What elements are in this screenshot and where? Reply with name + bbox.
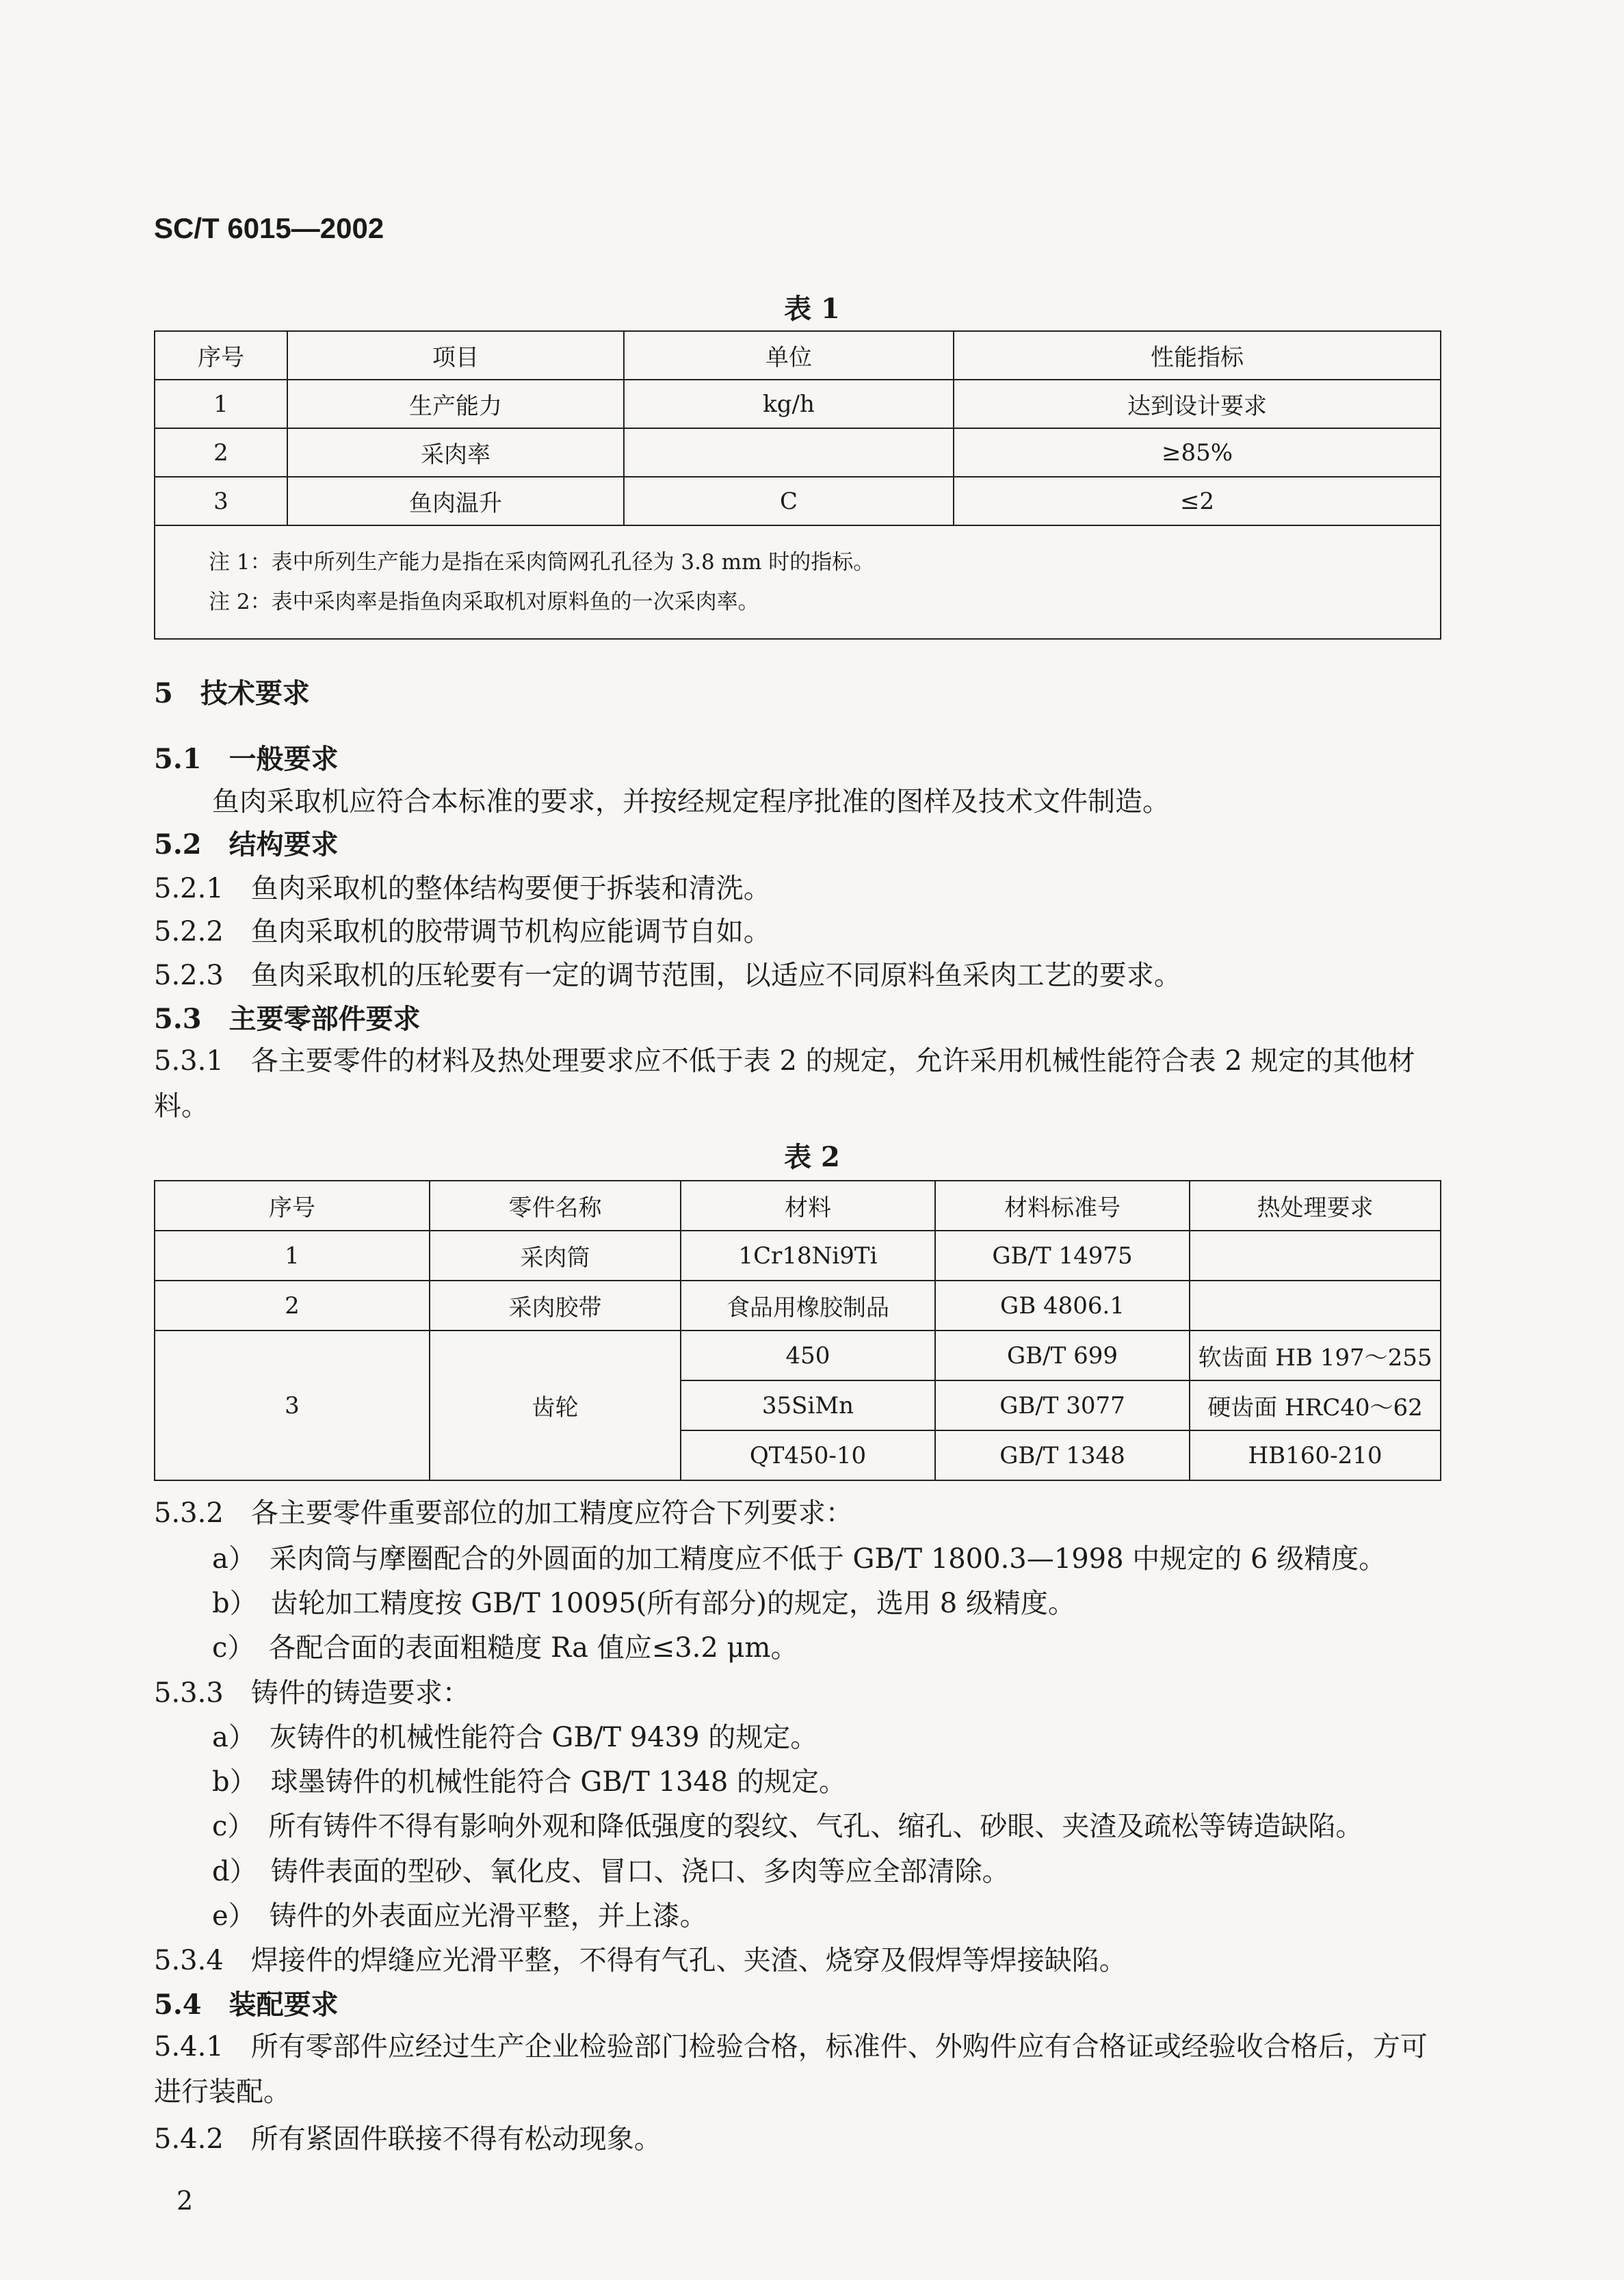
section-5-4-1: 5.4.1 所有零部件应经过生产企业检验部门检验合格，标准件、外购件应有合格证或经验收合格后，方可进行装配。 bbox=[154, 2031, 1428, 2108]
section-5-2-1: 5.2.1 鱼肉采取机的整体结构要便于拆装和清洗。 bbox=[154, 873, 771, 904]
section-5-3-1: 5.3.1 各主要零件的材料及热处理要求应不低于表 2 的规定，允许采用机械性能符合表 2 规定的其他材料。 bbox=[154, 1045, 1415, 1122]
table-2 bbox=[154, 1180, 1441, 1481]
section-5-4-2: 5.4.2 所有紧固件联接不得有松动现象。 bbox=[154, 2123, 662, 2155]
section-5-3-heading: 5.3 主要零部件要求 bbox=[154, 1003, 421, 1035]
item-5-3-2-a: a） 采肉筒与摩圈配合的外圆面的加工精度应不低于 GB/T 1800.3—1998 中规定的 6 级精度。 bbox=[212, 1543, 1387, 1575]
table-cell: 2 bbox=[155, 1281, 430, 1331]
table-cell: GB/T 3077 bbox=[935, 1380, 1190, 1430]
table-row bbox=[155, 1331, 1441, 1380]
table-cell bbox=[1190, 1281, 1441, 1331]
table-cell: 鱼肉温升 bbox=[287, 477, 624, 525]
section-5-4-heading: 5.4 装配要求 bbox=[154, 1989, 339, 2021]
table-cell: 软齿面 HB 197～255 bbox=[1190, 1331, 1441, 1380]
header-cell: 项目 bbox=[287, 331, 624, 380]
table-notes bbox=[155, 525, 1441, 639]
table-cell: 1Cr18Ni9Ti bbox=[681, 1231, 935, 1281]
section-5-3-2: 5.3.2 各主要零件重要部位的加工精度应符合下列要求： bbox=[154, 1497, 853, 1529]
section-5-2-2: 5.2.2 鱼肉采取机的胶带调节机构应能调节自如。 bbox=[154, 916, 771, 947]
table-cell: QT450-10 bbox=[681, 1430, 935, 1480]
table-cell: ≥85% bbox=[954, 428, 1441, 477]
section-5-2-heading: 5.2 结构要求 bbox=[154, 828, 339, 861]
item-5-3-2-b: b） 齿轮加工精度按 GB/T 10095(所有部分)的规定，选用 8 级精度。 bbox=[212, 1588, 1075, 1619]
table-row bbox=[155, 428, 1441, 477]
table-row bbox=[155, 380, 1441, 428]
table-cell: 3 bbox=[155, 1331, 430, 1480]
table-cell: HB160-210 bbox=[1190, 1430, 1441, 1480]
section-5-1-heading: 5.1 一般要求 bbox=[154, 743, 339, 775]
table-cell: 2 bbox=[155, 428, 287, 477]
table-cell: GB 4806.1 bbox=[935, 1281, 1190, 1331]
table-cell: ≤2 bbox=[954, 477, 1441, 525]
table-cell: 3 bbox=[155, 477, 287, 525]
standard-code: SC/T 6015—2002 bbox=[154, 212, 384, 244]
table-row bbox=[155, 1231, 1441, 1281]
item-5-3-3-e: e） 铸件的外表面应光滑平整，并上漆。 bbox=[212, 1900, 707, 1932]
table-cell: 1 bbox=[155, 1231, 430, 1281]
table-cell: GB/T 14975 bbox=[935, 1231, 1190, 1281]
table-cell bbox=[1190, 1231, 1441, 1281]
item-5-3-3-c: c） 所有铸件不得有影响外观和降低强度的裂纹、气孔、缩孔、砂眼、夹渣及疏松等铸造缺陷。 bbox=[212, 1811, 1363, 1842]
table-cell: GB/T 699 bbox=[935, 1331, 1190, 1380]
section-5-3-4: 5.3.4 焊接件的焊缝应光滑平整，不得有气孔、夹渣、烧穿及假焊等焊接缺陷。 bbox=[154, 1945, 1127, 1976]
table-cell: 达到设计要求 bbox=[954, 380, 1441, 428]
table-cell: C bbox=[624, 477, 954, 525]
table-cell: 采肉率 bbox=[287, 428, 624, 477]
table-cell: 生产能力 bbox=[287, 380, 624, 428]
table1-caption: 表 1 bbox=[784, 293, 840, 325]
header-cell: 材料 bbox=[681, 1181, 935, 1231]
table-cell: 35SiMn bbox=[681, 1380, 935, 1430]
section-5-heading: 5 技术要求 bbox=[154, 677, 310, 709]
section-5-3-3: 5.3.3 铸件的铸造要求： bbox=[154, 1677, 470, 1709]
table2-caption: 表 2 bbox=[784, 1141, 840, 1173]
header-cell: 性能指标 bbox=[954, 331, 1441, 380]
section-5-2-3: 5.2.3 鱼肉采取机的压轮要有一定的调节范围，以适应不同原料鱼采肉工艺的要求。 bbox=[154, 960, 1181, 991]
table-cell: 采肉筒 bbox=[430, 1231, 681, 1281]
table-cell: kg/h bbox=[624, 380, 954, 428]
table-header-row bbox=[155, 331, 1441, 380]
item-5-3-2-c: c） 各配合面的表面粗糙度 Ra 值应≤3.2 μm。 bbox=[212, 1632, 798, 1664]
table-1 bbox=[154, 330, 1441, 640]
table-cell: 450 bbox=[681, 1331, 935, 1380]
header-cell: 序号 bbox=[155, 331, 287, 380]
table-row bbox=[155, 477, 1441, 525]
header-cell: 零件名称 bbox=[430, 1181, 681, 1231]
table-notes-row bbox=[155, 525, 1441, 639]
item-5-3-3-a: a） 灰铸件的机械性能符合 GB/T 9439 的规定。 bbox=[212, 1722, 818, 1753]
table-note: 注 1：表中所列生产能力是指在采肉筒网孔孔径为 3.8 mm 时的指标。 bbox=[209, 550, 875, 575]
table-cell: 采肉胶带 bbox=[430, 1281, 681, 1331]
item-5-3-3-d: d） 铸件表面的型砂、氧化皮、冒口、浇口、多肉等应全部清除。 bbox=[212, 1856, 1010, 1887]
table-cell: 食品用橡胶制品 bbox=[681, 1281, 935, 1331]
header-cell: 单位 bbox=[624, 331, 954, 380]
table-cell: 硬齿面 HRC40～62 bbox=[1190, 1380, 1441, 1430]
table-cell: 1 bbox=[155, 380, 287, 428]
table-cell: 齿轮 bbox=[430, 1331, 681, 1480]
header-cell: 材料标准号 bbox=[935, 1181, 1190, 1231]
table-header-row bbox=[155, 1181, 1441, 1231]
table-note: 注 2：表中采肉率是指鱼肉采取机对原料鱼的一次采肉率。 bbox=[209, 590, 759, 614]
section-5-1-text: 鱼肉采取机应符合本标准的要求，并按经规定程序批准的图样及技术文件制造。 bbox=[212, 786, 1170, 817]
table-row bbox=[155, 1281, 1441, 1331]
page-number: 2 bbox=[176, 2186, 194, 2216]
table-cell bbox=[624, 428, 954, 477]
table-cell: GB/T 1348 bbox=[935, 1430, 1190, 1480]
header-cell: 热处理要求 bbox=[1190, 1181, 1441, 1231]
item-5-3-3-b: b） 球墨铸件的机械性能符合 GB/T 1348 的规定。 bbox=[212, 1766, 847, 1798]
header-cell: 序号 bbox=[155, 1181, 430, 1231]
